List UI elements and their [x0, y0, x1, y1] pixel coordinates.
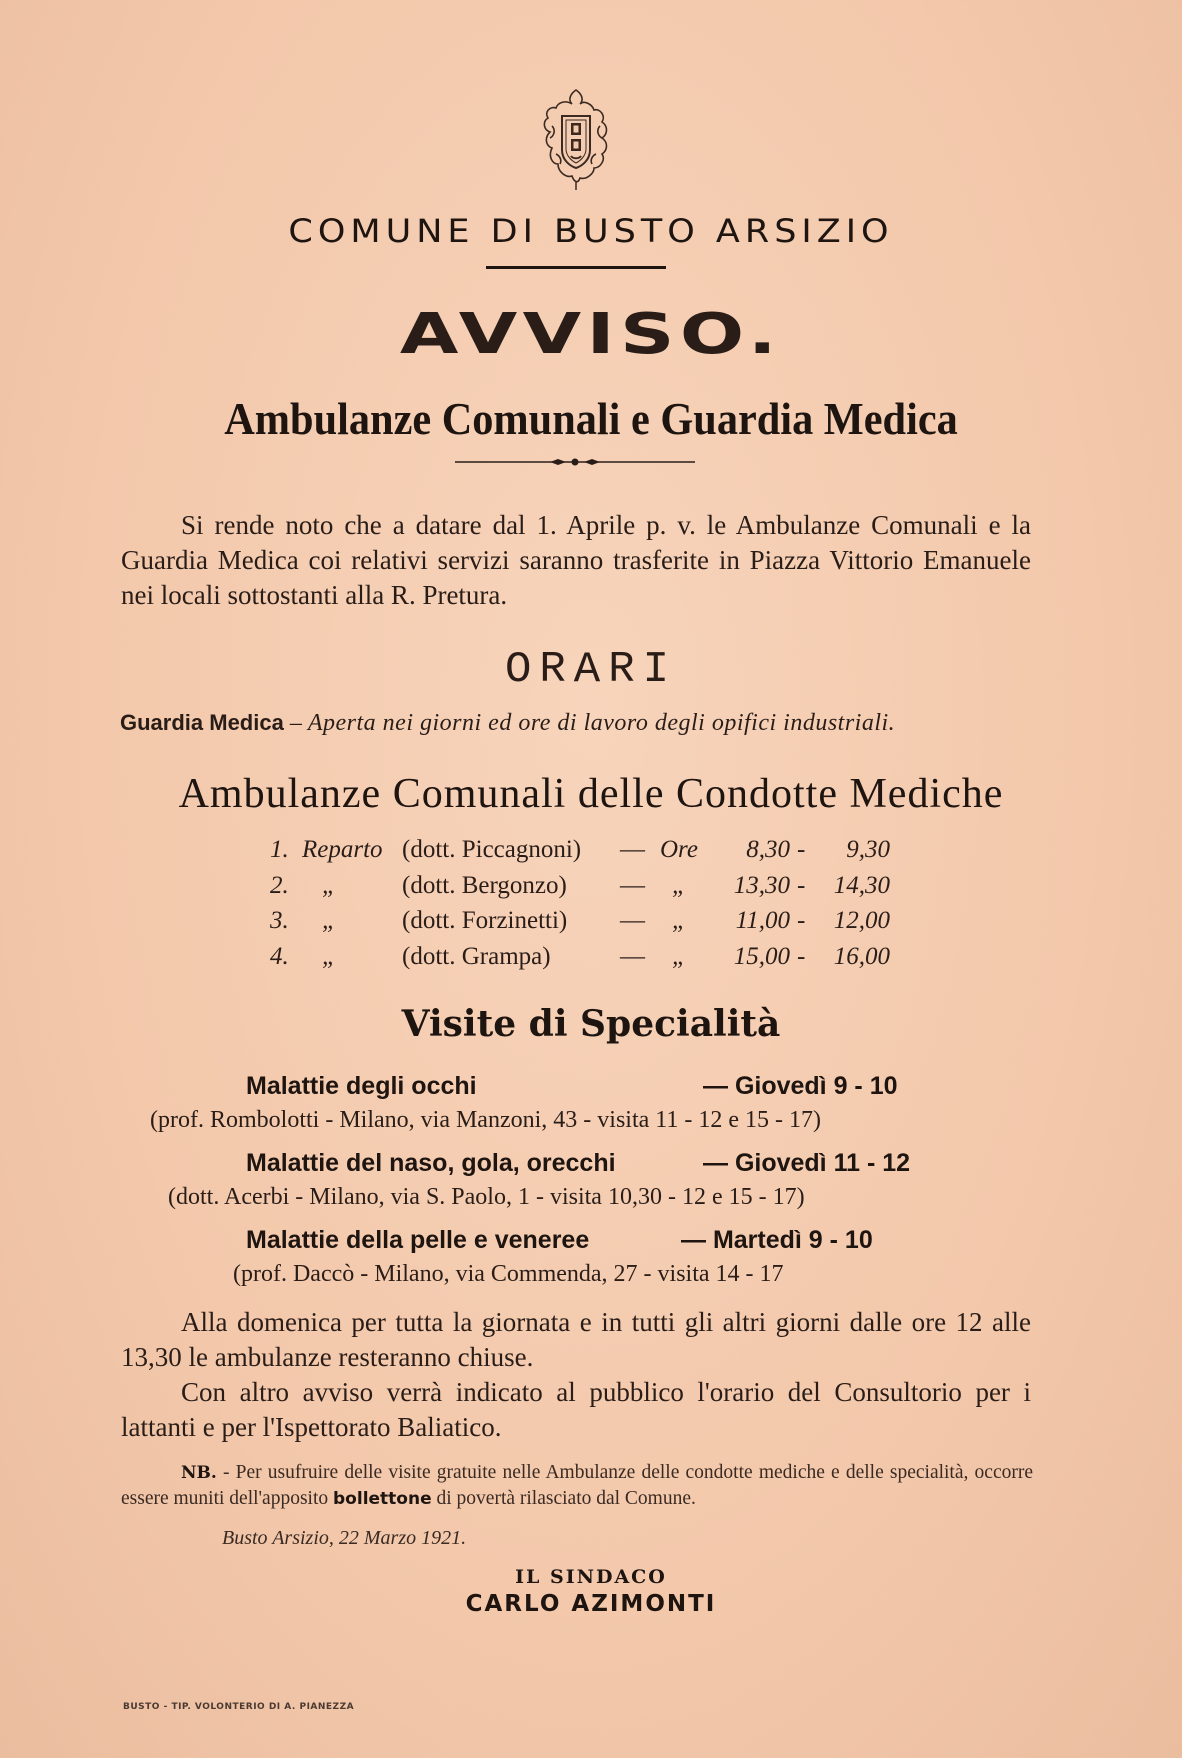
- row-number: 2.: [270, 871, 289, 899]
- row-from: 13,30: [733, 871, 790, 899]
- municipality-title: COMUNE DI BUSTO ARSIZIO: [288, 213, 894, 251]
- specialty-title: [246, 1072, 946, 1102]
- closing-text-1: Alla domenica per tutta la giornata e in tutti gli altri giorni dalle ore 12 alle 13,30 le ambulanze resteranno chiuse.: [121, 1307, 1031, 1372]
- nb-bold-word: bollettone: [333, 1489, 432, 1509]
- notice-title: AVVISO.: [399, 302, 783, 367]
- guardia-separator: –: [289, 710, 302, 736]
- row-from: 15,00: [733, 942, 790, 970]
- row-reparto: Reparto: [302, 836, 383, 863]
- row-number: 1.: [270, 836, 289, 863]
- guardia-label: Guardia Medica: [120, 710, 284, 735]
- row-doctor: (dott. Bergonzo): [402, 871, 567, 899]
- closing-paragraphs: [121, 1305, 1031, 1445]
- specialty-details: (dott. Acerbi - Milano, via S. Paolo, 1 - visita 10,30 - 12 e 15 - 17): [168, 1184, 805, 1210]
- ambulanze-heading: Ambulanze Comunali delle Condotte Mediche: [178, 771, 1004, 817]
- row-doctor: (dott. Piccagnoni): [402, 836, 582, 863]
- nb-text-after: di povertà rilasciato dal Comune.: [431, 1488, 696, 1509]
- row-doctor: (dott. Forzinetti): [402, 907, 568, 934]
- row-number: 3.: [270, 907, 289, 934]
- row-from: 11,00: [735, 907, 790, 934]
- specialty-name: Malattie degli occhi: [246, 1072, 477, 1100]
- row-dash: —: [620, 871, 645, 899]
- signatory-role: IL SINDACO: [515, 1566, 667, 1588]
- orari-heading: ORARI: [504, 645, 678, 695]
- row-sep: -: [797, 871, 806, 899]
- intro-text: Si rende noto che a datare dal 1. Aprile p. v. le Ambulanze Comunali e la Guardia Medica coi relativi servizi saranno trasferite in Piazza Vittorio Emanuele nei locali sottostanti alla R. Pretura.: [121, 510, 1031, 610]
- specialty-day: — Giovedì 9 - 10: [703, 1072, 898, 1100]
- nb-label: NB.: [181, 1463, 217, 1483]
- notice-subtitle: Ambulanze Comunali e Guardia Medica: [224, 393, 958, 444]
- specialty-title: [246, 1226, 946, 1256]
- row-dash: —: [620, 942, 645, 970]
- row-to: 9,30: [846, 836, 890, 863]
- row-ore: „: [672, 942, 686, 970]
- specialty-heading: Visite di Specialità: [401, 1003, 781, 1045]
- specialty-title: [246, 1149, 946, 1179]
- intro-paragraph: [121, 508, 1031, 613]
- row-number: 4.: [270, 942, 289, 970]
- guardia-hours: Aperta nei giorni ed ore di lavoro degli opifici industriali.: [307, 710, 896, 736]
- row-reparto: „: [322, 907, 336, 934]
- closing-text-2: Con altro avviso verrà indicato al pubblico l'orario del Consultorio per i lattanti e per l'Ispettorato Baliatico.: [121, 1377, 1031, 1442]
- row-ore: Ore: [660, 836, 698, 863]
- row-reparto: „: [322, 942, 336, 970]
- schedule-row: [270, 907, 890, 943]
- specialty-day: — Giovedì 11 - 12: [703, 1149, 911, 1177]
- row-from: 8,30: [746, 836, 790, 863]
- nb-text-before: - Per usufruire delle visite gratuite nelle Ambulanze delle condotte mediche e delle specialità, occorre essere muniti dell'apposito: [121, 1462, 1033, 1509]
- row-ore: „: [672, 871, 686, 899]
- row-reparto: „: [322, 871, 336, 899]
- coat-of-arms-icon: [534, 86, 618, 190]
- specialty-name: Malattie del naso, gola, orecchi: [246, 1149, 616, 1177]
- row-ore: „: [672, 907, 686, 934]
- row-sep: -: [797, 942, 806, 970]
- printer-imprint: BUSTO - TIP. VOLONTERIO DI A. PIANEZZA: [123, 1702, 355, 1712]
- specialty-details: (prof. Rombolotti - Milano, via Manzoni, 43 - visita 11 - 12 e 15 - 17): [150, 1107, 822, 1133]
- row-dash: —: [620, 836, 645, 863]
- issue-date: Busto Arsizio, 22 Marzo 1921.: [222, 1527, 467, 1549]
- specialty-details: (prof. Daccò - Milano, via Commenda, 27 - visita 14 - 17: [233, 1261, 784, 1287]
- ornament-divider: [455, 455, 695, 469]
- row-dash: —: [620, 907, 645, 934]
- schedule-row: [270, 836, 890, 872]
- row-to: 14,30: [833, 871, 890, 899]
- row-doctor: (dott. Grampa): [402, 942, 551, 970]
- schedule-row: [270, 872, 890, 908]
- nb-note: [121, 1460, 1033, 1512]
- schedule-row: [270, 943, 890, 979]
- schedule-table: [270, 836, 890, 978]
- signatory-name: CARLO AZIMONTI: [465, 1591, 717, 1617]
- guardia-medica-line: [120, 710, 1040, 737]
- row-sep: -: [797, 907, 806, 934]
- row-to: 16,00: [833, 942, 890, 970]
- title-rule: [486, 266, 666, 269]
- specialty-day: — Martedì 9 - 10: [681, 1226, 873, 1254]
- specialty-name: Malattie della pelle e veneree: [246, 1226, 590, 1254]
- row-to: 12,00: [833, 907, 890, 934]
- row-sep: -: [797, 836, 806, 863]
